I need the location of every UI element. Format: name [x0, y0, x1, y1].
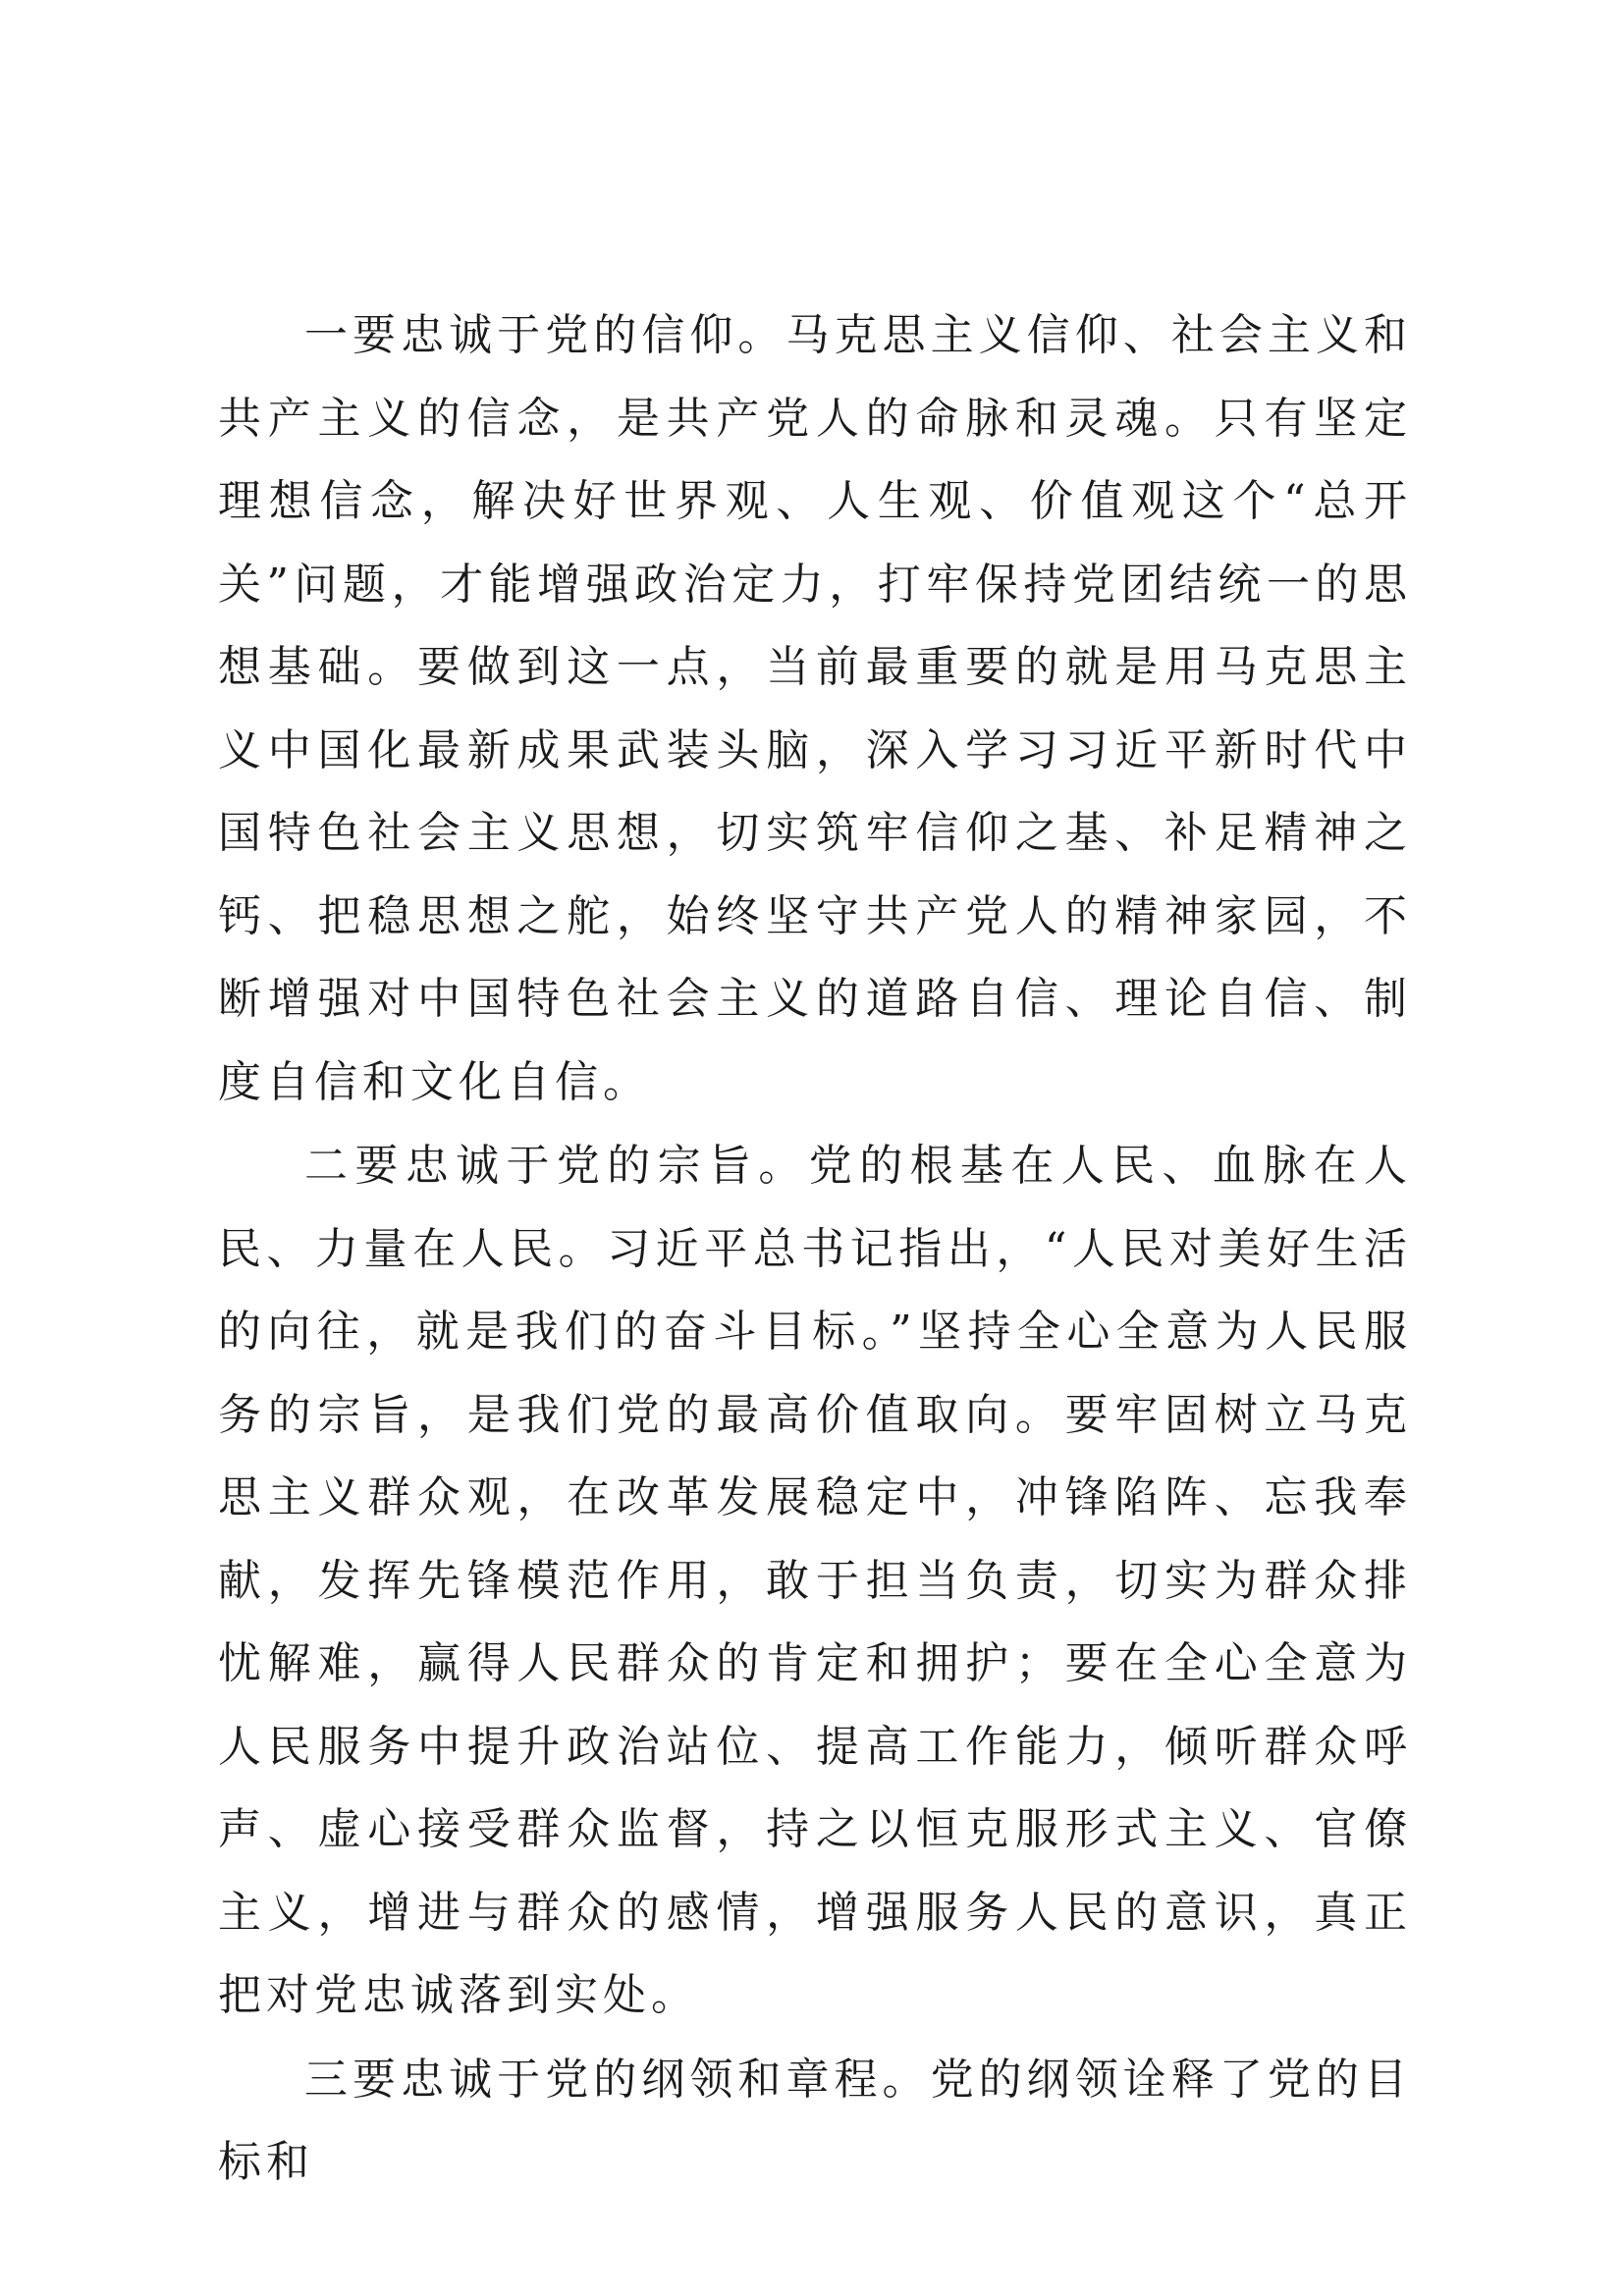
paragraph-loyalty-to-faith: 一要忠诚于党的信仰。马克思主义信仰、社会主义和共产主义的信念，是共产党人的命脉和灵魂。只有坚定理想信念，解决好世界观、人生观、价值观这个“总开关”问题，才能增强政治定力，打牢保持党团结统一的思想基础。要做到这一点，当前最重要的就是用马克思主义中国化最新成果武装头脑，深入学习习近平新时代中国特色社会主义思想，切实筑牢信仰之基、补足精神之钙、把稳思想之舵，始终坚守共产党人的精神家园，不断增强对中国特色社会主义的道路自信、理论自信、制度自信和文化自信。	[218, 310, 1412, 1107]
paragraph-loyalty-to-program: 三要忠诚于党的纲领和章程。党的纲领诠释了党的目标和	[218, 2054, 1412, 2187]
document-body	[218, 294, 1412, 2206]
paragraph-loyalty-to-purpose: 二要忠诚于党的宗旨。党的根基在人民、血脉在人民、力量在人民。习近平总书记指出，“人民对美好生活的向往，就是我们的奋斗目标。”坚持全心全意为人民服务的宗旨，是我们党的最高价值取向。要牢固树立马克思主义群众观，在改革发展稳定中，冲锋陷阵、忘我奉献，发挥先锋模范作用，敢于担当负责，切实为群众排忧解难，赢得人民群众的肯定和拥护；要在全心全意为人民服务中提升政治站位、提高工作能力，倾听群众呼声、虚心接受群众监督，持之以恒克服形式主义、官僚主义，增进与群众的感情，增强服务人民的意识，真正把对党忠诚落到实处。	[218, 1141, 1412, 2020]
